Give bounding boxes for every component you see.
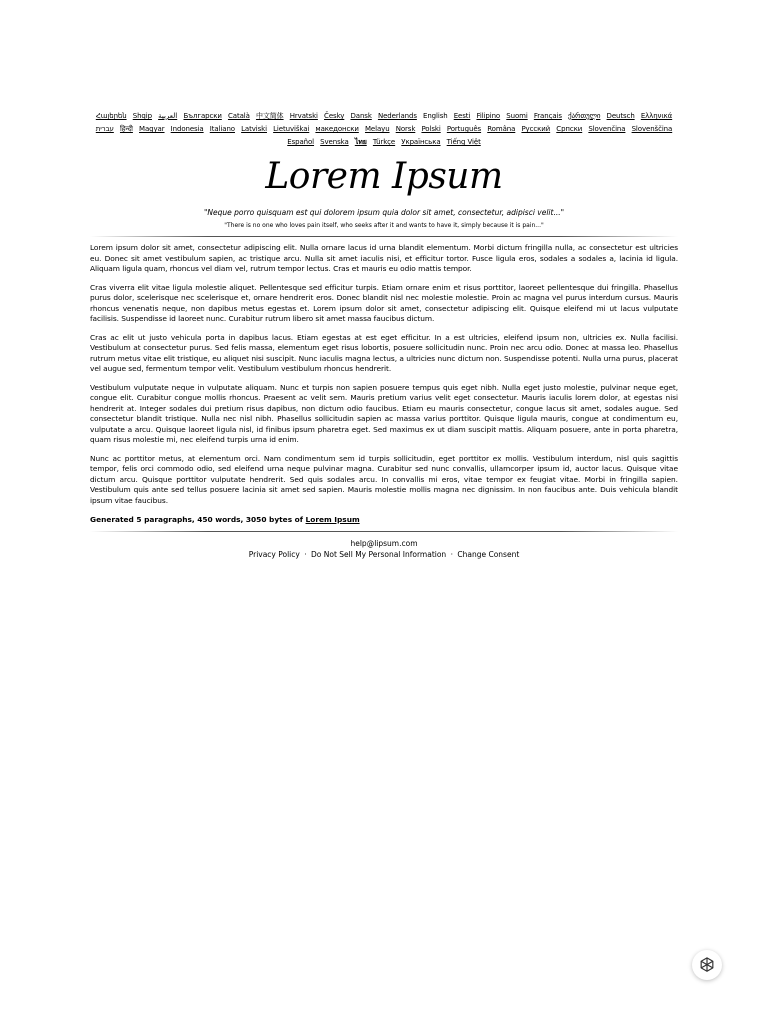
language-link[interactable]: Deutsch (606, 112, 635, 120)
language-link[interactable]: ไทย (354, 138, 367, 146)
language-link[interactable]: Eesti (453, 112, 471, 120)
paragraph: Vestibulum vulputate neque in vulputate aliquam. Nunc et turpis non sapien posuere tempus quis eget nibh. Nulla eget justo molestie, pulvinar neque eget, congue elit. Curabitur congue mollis rhoncus. Praesent ac velit sem. Mauris pretium varius velit eget consectetur. Mauris iaculis lorem dolor, at egestas nisi hendrerit at. Integer sodales dui pretium risus dapibus, non dictum odio faucibus. Etiam eu mauris consectetur, congue lacus sit amet, sodales augue. Sed consectetur blandit tristique. Nulla nec nisl nibh. Phasellus sollicitudin sapien ac massa varius porttitor. Quisque ligula mauris, congue at condimentum eu, vulputate a arcu. Quisque laoreet ligula nisl, id finibus ipsum pharetra eget. Sed maximus ex ut diam suscipit mattis. Aliquam posuere, ante in porta pharetra, quam risus molestie mi, nec eleifend turpis urna id enim. (90, 382, 678, 444)
language-link[interactable]: Româna (487, 125, 516, 133)
language-link[interactable]: Indonesia (170, 125, 204, 133)
language-link[interactable]: 中文简体 (255, 112, 284, 120)
paragraph: Nunc ac porttitor metus, at elementum orci. Nam condimentum sem id turpis sollicitudin, eget porttitor ex mollis. Vestibulum interdum, nisl quis sagittis tempor, felis orci commodo odio, sed eleifend urna neque pulvinar magna. Curabitur sed nunc convallis, ullamcorper ipsum id, auctor lacus. Quisque vitae dictum arcu. Quisque porttitor vulputate hendrerit. Sed quis sodales arcu. In convallis mi eros, vitae tempor ex feugiat vitae. Morbi in fringilla sapien. Vestibulum quis ante sed tellus posuere lacinia sit amet sed sapien. Mauris molestie mollis magna nec dignissim. In non faucibus ante. Duis vehicula blandit ipsum vitae faucibus. (90, 453, 678, 505)
footer-separator: · (450, 550, 453, 559)
generated-summary-text: Generated 5 paragraphs, 450 words, 3050 bytes of (90, 515, 306, 524)
language-link[interactable]: Español (287, 138, 315, 146)
footer-separator: · (304, 550, 307, 559)
language-link[interactable]: Tiếng Việt (446, 138, 481, 146)
language-link[interactable]: Polski (421, 125, 441, 133)
language-link[interactable]: Català (227, 112, 250, 120)
language-link[interactable]: македонски (315, 125, 359, 133)
language-bar (90, 110, 678, 149)
english-quote: "There is no one who loves pain itself, who seeks after it and wants to have it, simply because it is pain..." (224, 222, 544, 229)
language-link[interactable]: Slovenščina (631, 125, 673, 133)
page-content (90, 110, 678, 560)
language-link[interactable]: Српски (556, 125, 583, 133)
language-link[interactable]: Українська (401, 138, 441, 146)
language-link[interactable]: Česky (324, 112, 345, 120)
language-link[interactable]: English (423, 112, 448, 120)
language-link[interactable]: Türkçe (372, 138, 396, 146)
language-link[interactable]: Filipino (476, 112, 501, 120)
paragraph: Lorem ipsum dolor sit amet, consectetur adipiscing elit. Nulla ornare lacus id urna blandit elementum. Morbi dictum fringilla nulla, ac consectetur est ultricies eu. Donec sit amet vestibulum sapien, ac tristique arcu. Nulla sit amet iaculis nisi, et efficitur tortor. Fusce ligula eros, sodales a sodales a, lacinia id ligula. Aliquam ligula quam, rhoncus vel diam vel, rutrum tempor lectus. Cras et mauris eu odio mattis tempor. (90, 243, 678, 273)
divider (90, 531, 678, 532)
paragraph: Cras viverra elit vitae ligula molestie aliquet. Pellentesque sed efficitur turpis. Etiam ornare enim et risus porttitor, laoreet pellentesque dui fringilla. Phasellus purus dolor, scelerisque nec scelerisque et, ornare hendrerit eros. Donec blandit nisl nec molestie molestie. Proin ac magna vel purus interdum cursus. Mauris rhoncus venenatis neque, non dapibus metus egestas et. Lorem ipsum dolor sit amet, consectetur adipiscing elit. Quisque eleifend mi ut lacus vulputate facilisis. Suspendisse id laoreet nunc. Curabitur rutrum libero sit amet massa faucibus dictum. (90, 282, 678, 323)
lorem-ipsum-link[interactable]: Lorem Ipsum (305, 515, 360, 524)
language-link[interactable]: Magyar (139, 125, 165, 133)
language-link[interactable]: Latviski (241, 125, 267, 133)
language-link[interactable]: Nederlands (377, 112, 417, 120)
language-link[interactable]: Shqip (132, 112, 152, 120)
language-link[interactable]: Slovenčina (588, 125, 626, 133)
language-link[interactable]: Հայերեն (95, 112, 127, 120)
language-link[interactable]: Svenska (320, 138, 349, 146)
language-link[interactable]: हिन्दी (119, 125, 133, 133)
openai-logo-icon[interactable] (692, 950, 722, 980)
email-link[interactable]: help@lipsum.com (350, 539, 418, 548)
language-link[interactable]: Български (183, 112, 222, 120)
language-link[interactable]: Lietuviškai (273, 125, 310, 133)
language-link[interactable]: Pyccкий (521, 125, 551, 133)
footer (90, 538, 678, 560)
language-link[interactable]: Italiano (209, 125, 235, 133)
paragraph: Cras ac elit ut justo vehicula porta in dapibus lacus. Etiam egestas at est eget efficitur. In a est ultricies, eleifend ipsum non, ultricies ex. Nulla facilisi. Vestibulum at consectetur purus. Sed felis massa, elementum eget risus lobortis, posuere sollicitudin nunc. Proin nec arcu odio. Donec at massa leo. Phasellus rutrum metus vitae elit tristique, eu aliquet nisi suscipit. Nunc iaculis magna lectus, a ultricies nunc dictum non. Suspendisse potenti. Nulla urna purus, placerat vel augue sed, fermentum tempor velit. Vestibulum vestibulum rhoncus hendrerit. (90, 332, 678, 373)
language-link[interactable]: Hrvatski (289, 112, 318, 120)
generated-summary (90, 514, 678, 525)
language-link[interactable]: Português (446, 125, 482, 133)
language-link[interactable]: Melayu (364, 125, 390, 133)
latin-quote: "Neque porro quisquam est qui dolorem ipsum quia dolor sit amet, consectetur, adipisci velit..." (203, 208, 565, 217)
language-link[interactable]: العربية (158, 112, 178, 120)
language-link[interactable]: Norsk (395, 125, 416, 133)
language-link[interactable]: Français (533, 112, 562, 120)
language-link[interactable]: Suomi (506, 112, 528, 120)
language-link[interactable]: ქართული (568, 112, 601, 120)
do-not-sell-link[interactable]: Do Not Sell My Personal Information (311, 550, 447, 559)
language-link[interactable]: Dansk (350, 112, 372, 120)
language-link[interactable]: Ελληνικά (640, 112, 673, 120)
language-link[interactable]: עברית (95, 125, 114, 133)
generated-text (90, 243, 678, 506)
divider (90, 236, 678, 237)
change-consent-link[interactable]: Change Consent (457, 550, 520, 559)
privacy-policy-link[interactable]: Privacy Policy (248, 550, 300, 559)
page-title: Lorem Ipsum (265, 156, 503, 197)
